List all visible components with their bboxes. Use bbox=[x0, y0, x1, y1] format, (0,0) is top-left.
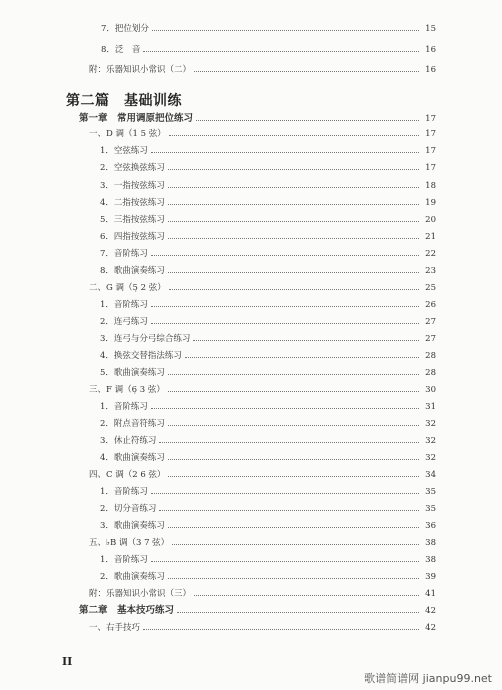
toc-entry-label: 4．换弦交替指法练习 bbox=[100, 350, 182, 361]
dot-leader bbox=[168, 374, 419, 375]
toc-entry-label: 3．休止符练习 bbox=[100, 435, 157, 446]
toc-entry[interactable] bbox=[100, 193, 436, 207]
toc-entry-label: 1．音阶练习 bbox=[100, 486, 148, 497]
toc-entry-page: 42 bbox=[425, 622, 436, 633]
toc-entry[interactable] bbox=[100, 550, 436, 564]
toc-entry[interactable] bbox=[100, 414, 436, 428]
toc-entry[interactable] bbox=[100, 158, 436, 172]
dot-leader bbox=[168, 204, 419, 205]
toc-entry[interactable] bbox=[101, 40, 436, 54]
toc-entry-page: 34 bbox=[425, 469, 436, 480]
dot-leader bbox=[177, 612, 419, 613]
dot-leader bbox=[151, 408, 419, 409]
toc-entry-label: 2．切分音练习 bbox=[100, 503, 157, 514]
dot-leader bbox=[159, 442, 419, 443]
toc-entry[interactable] bbox=[89, 584, 436, 598]
toc-entry-page: 17 bbox=[425, 128, 436, 139]
watermark: 歌谱简谱网 jianpu99.net bbox=[364, 672, 492, 685]
toc-entry-page: 38 bbox=[425, 537, 436, 548]
toc-entry[interactable] bbox=[100, 227, 436, 241]
dot-leader bbox=[151, 306, 419, 307]
dot-leader bbox=[151, 255, 419, 256]
toc-entry-label: 1．音阶练习 bbox=[100, 554, 148, 565]
dot-leader bbox=[172, 544, 419, 545]
dot-leader bbox=[159, 510, 419, 511]
toc-entry[interactable] bbox=[100, 295, 436, 309]
toc-entry-page: 22 bbox=[425, 248, 436, 259]
toc-entry-label: 2．连弓练习 bbox=[100, 316, 148, 327]
dot-leader bbox=[168, 169, 419, 170]
toc-entry-label: 第二章 基本技巧练习 bbox=[79, 604, 175, 616]
dot-leader bbox=[168, 578, 419, 579]
toc-entry-page: 26 bbox=[425, 299, 436, 310]
toc-entry-label: 4．二指按弦练习 bbox=[100, 197, 165, 208]
dot-leader bbox=[185, 357, 419, 358]
toc-entry-page: 20 bbox=[425, 214, 436, 225]
toc-entry-label: 8．泛 音 bbox=[101, 44, 141, 55]
toc-entry-label: 3．歌曲演奏练习 bbox=[100, 520, 165, 531]
part-title: 第二篇 基础训练 bbox=[66, 93, 182, 109]
toc-entry-page: 31 bbox=[425, 401, 436, 412]
toc-entry-page: 35 bbox=[425, 503, 436, 514]
dot-leader bbox=[151, 323, 419, 324]
toc-entry[interactable] bbox=[100, 329, 436, 343]
toc-entry[interactable] bbox=[100, 482, 436, 496]
toc-entry-label: 1．音阶练习 bbox=[100, 401, 148, 412]
toc-entry-label: 五、♭B 调（3 7 弦） bbox=[89, 537, 170, 548]
toc-entry[interactable] bbox=[89, 618, 436, 632]
toc-entry-page: 30 bbox=[425, 384, 436, 395]
toc-entry-label: 一、D 调（1 5 弦） bbox=[89, 128, 166, 139]
dot-leader bbox=[151, 152, 419, 153]
dot-leader bbox=[168, 272, 419, 273]
dot-leader bbox=[194, 595, 419, 596]
toc-entry[interactable] bbox=[101, 19, 436, 33]
toc-entry[interactable] bbox=[100, 261, 436, 275]
toc-entry-page: 32 bbox=[425, 452, 436, 463]
toc-entry-label: 5．歌曲演奏练习 bbox=[100, 367, 165, 378]
dot-leader bbox=[169, 289, 419, 290]
toc-entry-label: 二、G 调（5̣ 2 弦） bbox=[89, 282, 166, 293]
toc-entry-label: 附：乐器知识小常识（二） bbox=[89, 64, 192, 75]
toc-entry-label: 第一章 常用调原把位练习 bbox=[79, 112, 194, 124]
toc-entry[interactable] bbox=[89, 278, 436, 292]
toc-entry-page: 41 bbox=[425, 588, 436, 599]
dot-leader bbox=[143, 51, 419, 52]
toc-entry-label: 一、右手技巧 bbox=[89, 622, 141, 633]
dot-leader bbox=[168, 527, 419, 528]
dot-leader bbox=[168, 391, 419, 392]
toc-entry-page: 19 bbox=[425, 197, 436, 208]
dot-leader bbox=[151, 561, 419, 562]
toc-entry-label: 2．歌曲演奏练习 bbox=[100, 571, 165, 582]
toc-entry-page: 16 bbox=[425, 44, 436, 55]
dot-leader bbox=[151, 493, 419, 494]
toc-entry[interactable] bbox=[100, 499, 436, 513]
toc-entry-label: 三、F 调（6̣ 3 弦） bbox=[89, 384, 165, 395]
toc-entry[interactable] bbox=[100, 346, 436, 360]
toc-entry-page: 35 bbox=[425, 486, 436, 497]
toc-entry-label: 4．歌曲演奏练习 bbox=[100, 452, 165, 463]
toc-entry-page: 39 bbox=[425, 571, 436, 582]
toc-entry-label: 8．歌曲演奏练习 bbox=[100, 265, 165, 276]
dot-leader bbox=[194, 71, 419, 72]
toc-entry-page: 17 bbox=[425, 113, 436, 124]
dot-leader bbox=[152, 30, 419, 31]
dot-leader bbox=[169, 135, 419, 136]
toc-entry-page: 38 bbox=[425, 554, 436, 565]
toc-entry[interactable] bbox=[100, 141, 436, 155]
toc-entry[interactable] bbox=[100, 244, 436, 258]
toc-entry[interactable] bbox=[89, 380, 436, 394]
toc-entry[interactable] bbox=[100, 567, 436, 581]
dot-leader bbox=[168, 459, 419, 460]
toc-entry-label: 四、C 调（2 6 弦） bbox=[89, 469, 166, 480]
toc-entry[interactable] bbox=[100, 210, 436, 224]
toc-entry-page: 32 bbox=[425, 435, 436, 446]
toc-entry-label: 6．四指按弦练习 bbox=[100, 231, 165, 242]
toc-entry-label: 2．空弦换弦练习 bbox=[100, 162, 165, 173]
toc-entry[interactable] bbox=[100, 312, 436, 326]
toc-entry-page: 42 bbox=[425, 605, 436, 616]
dot-leader bbox=[168, 476, 419, 477]
toc-entry[interactable] bbox=[89, 533, 436, 547]
toc-entry[interactable] bbox=[100, 176, 436, 190]
toc-entry-label: 1．音阶练习 bbox=[100, 299, 148, 310]
toc-entry[interactable] bbox=[100, 516, 436, 530]
toc-entry[interactable] bbox=[89, 60, 436, 74]
toc-entry-label: 3．连弓与分弓综合练习 bbox=[100, 333, 191, 344]
toc-entry-page: 27 bbox=[425, 333, 436, 344]
toc-entry[interactable] bbox=[100, 363, 436, 377]
toc-entry-page: 17 bbox=[425, 162, 436, 173]
toc-entry-page: 16 bbox=[425, 64, 436, 75]
toc-entry-label: 2．附点音符练习 bbox=[100, 418, 165, 429]
toc-entry-page: 18 bbox=[425, 180, 436, 191]
toc-entry-label: 1．空弦练习 bbox=[100, 145, 148, 156]
toc-entry-label: 3．一指按弦练习 bbox=[100, 180, 165, 191]
dot-leader bbox=[168, 238, 419, 239]
toc-entry-page: 27 bbox=[425, 316, 436, 327]
dot-leader bbox=[168, 425, 419, 426]
toc-entry-label: 附：乐器知识小常识（三） bbox=[89, 588, 192, 599]
toc-entry[interactable] bbox=[100, 448, 436, 462]
toc-entry-page: 17 bbox=[425, 145, 436, 156]
toc-entry[interactable] bbox=[89, 465, 436, 479]
dot-leader bbox=[168, 187, 419, 188]
toc-entry-page: 28 bbox=[425, 367, 436, 378]
toc-entry[interactable] bbox=[100, 431, 436, 445]
dot-leader bbox=[196, 120, 419, 121]
dot-leader bbox=[143, 629, 419, 630]
toc-entry-page: 36 bbox=[425, 520, 436, 531]
toc-chapter[interactable] bbox=[79, 601, 436, 615]
toc-entry-page: 28 bbox=[425, 350, 436, 361]
toc-chapter[interactable] bbox=[79, 109, 436, 123]
page-number: II bbox=[62, 655, 73, 668]
dot-leader bbox=[193, 340, 419, 341]
toc-entry-label: 7．音阶练习 bbox=[100, 248, 148, 259]
toc-entry-page: 15 bbox=[425, 23, 436, 34]
toc-entry-page: 23 bbox=[425, 265, 436, 276]
toc-entry[interactable] bbox=[89, 124, 436, 138]
toc-entry[interactable] bbox=[100, 397, 436, 411]
toc-entry-page: 25 bbox=[425, 282, 436, 293]
toc-entry-page: 21 bbox=[425, 231, 436, 242]
toc-entry-label: 7．把位划分 bbox=[101, 23, 149, 34]
toc-entry-label: 5．三指按弦练习 bbox=[100, 214, 165, 225]
toc-entry-page: 32 bbox=[425, 418, 436, 429]
dot-leader bbox=[168, 221, 419, 222]
